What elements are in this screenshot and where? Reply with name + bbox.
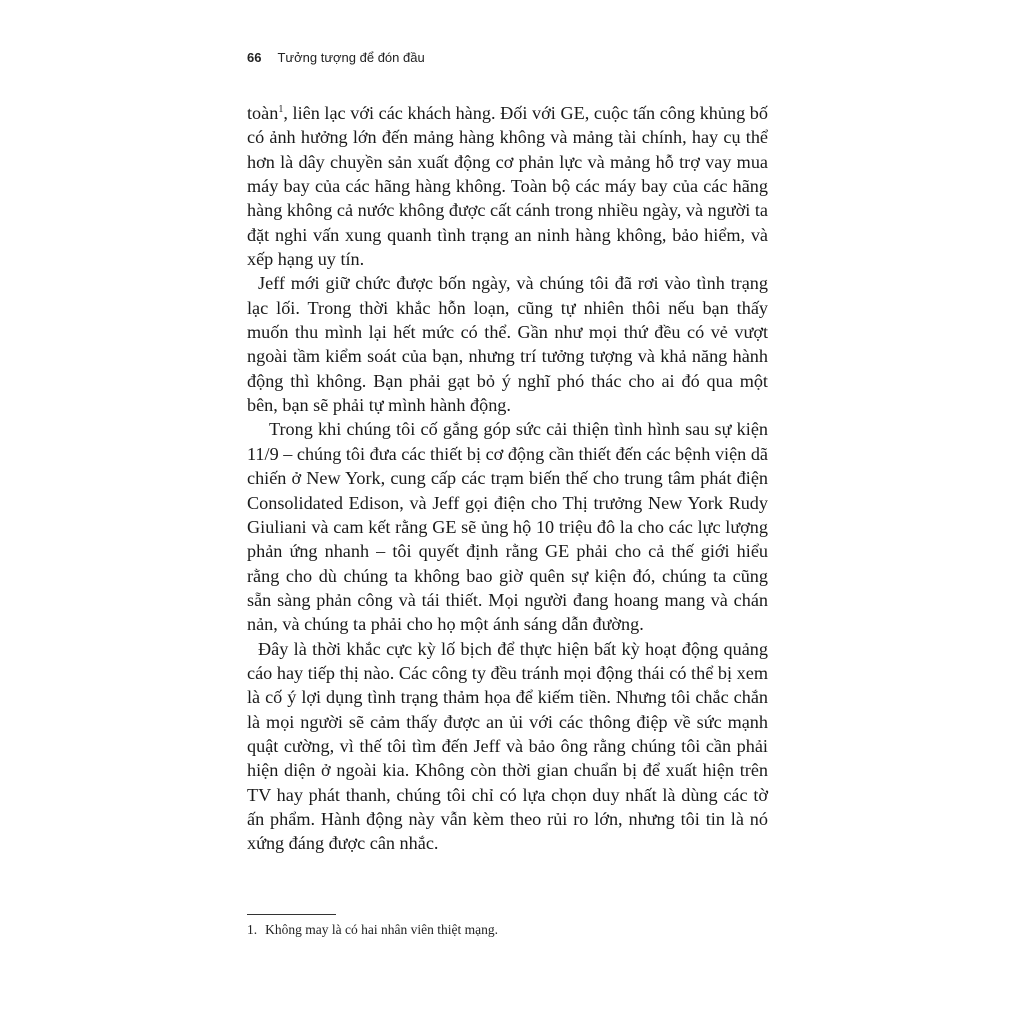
paragraph-2: Jeff mới giữ chức được bốn ngày, và chúng tôi đã rơi vào tình trạng lạc lối. Trong thời khắc hỗn loạn, cũng tự nhiên thôi nếu bạn thấy muốn thu mình lại hết mức có thể. Gần như mọi thứ đều có vẻ vượt ngoài tầm kiểm soát của bạn, nhưng trí tưởng tượng và khả năng hành động thì không. Bạn phải gạt bỏ ý nghĩ phó thác cho ai đó qua một bên, bạn sẽ phải tự mình hành động. (247, 273, 768, 416)
footnote (247, 922, 498, 938)
running-header (247, 50, 425, 65)
footnote-reference: 1 (278, 104, 284, 115)
paragraph-3: Trong khi chúng tôi cố gắng góp sức cải thiện tình hình sau sự kiện 11/9 – chúng tôi đưa các thiết bị cơ động cần thiết đến các bệnh viện dã chiến ở New York, cung cấp các trạm biến thế cho trung tâm phát điện Consolidated Edison, và Jeff gọi điện cho Thị trưởng New York Rudy Giuliani và cam kết rằng GE sẽ ủng hộ 10 triệu đô la cho các lực lượng phản ứng nhanh – tôi quyết định rằng GE phải cho cả thế giới hiểu rằng cho dù chúng ta không bao giờ quên sự kiện đó, chúng ta cũng sẵn sàng phản công và tái thiết. Mọi người đang hoang mang và chán nản, và chúng ta phải cho họ một ánh sáng dẫn đường. (247, 419, 768, 635)
paragraph-1 (247, 101, 768, 271)
page-number: 66 (247, 50, 262, 65)
footnote-marker: 1. (247, 922, 258, 937)
paragraph-1-start: toàn (247, 103, 279, 123)
running-title: Tưởng tượng để đón đầu (277, 50, 425, 65)
body-text (247, 101, 768, 856)
footnote-text: Không may là có hai nhân viên thiệt mạng. (265, 922, 498, 937)
footnote-divider (247, 914, 336, 915)
paragraph-4: Đây là thời khắc cực kỳ lố bịch để thực hiện bất kỳ hoạt động quảng cáo hay tiếp thị nào. Các công ty đều tránh mọi động thái có thể bị xem là cố ý lợi dụng tình trạng thảm họa để kiếm tiền. Nhưng tôi chắc chắn là mọi người sẽ cảm thấy được an ủi với các thông điệp về sức mạnh quật cường, vì thế tôi tìm đến Jeff và bảo ông rằng chúng tôi cần phải hiện diện ở ngoài kia. Không còn thời gian chuẩn bị để xuất hiện trên TV hay phát thanh, chúng tôi chỉ có lựa chọn duy nhất là dùng các tờ ấn phẩm. Hành động này vẫn kèm theo rủi ro lớn, nhưng tôi tin là nó xứng đáng được cân nhắc. (247, 638, 768, 854)
paragraph-1-rest: , liên lạc với các khách hàng. Đối với GE, cuộc tấn công khủng bố có ảnh hưởng lớn đến mảng hàng không và mảng tài chính, hay cụ thể hơn là dây chuyền sản xuất động cơ phản lực và mảng hỗ trợ vay mua máy bay của các hãng hàng không. Toàn bộ các máy bay của các hãng hàng không cả nước không được cất cánh trong nhiều ngày, và người ta đặt nghi vấn xung quanh tình trạng an ninh hàng không, bảo hiểm, và xếp hạng uy tín. (247, 103, 768, 270)
